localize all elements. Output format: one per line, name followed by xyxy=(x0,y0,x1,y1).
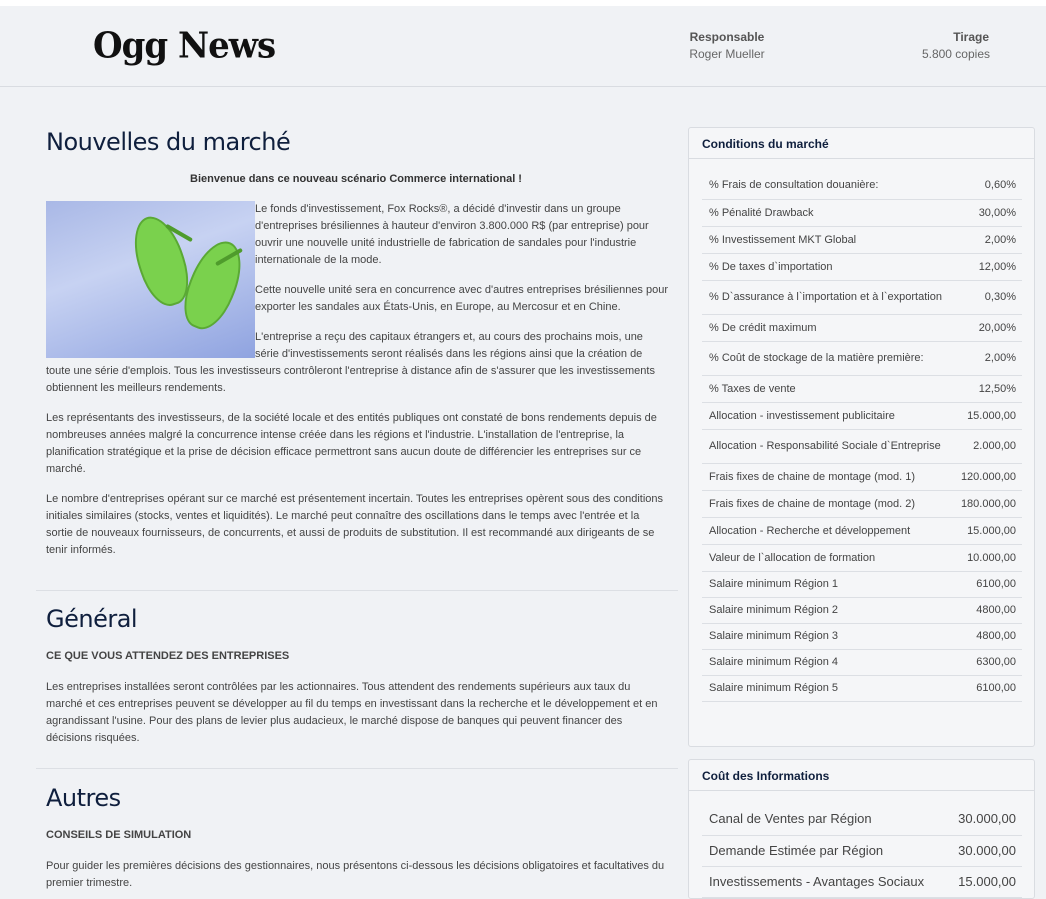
info-cost-panel xyxy=(688,759,1035,899)
row-value: 0,60% xyxy=(942,172,1022,199)
table-row xyxy=(702,463,1022,490)
row-label: Valeur de l`allocation de formation xyxy=(702,544,942,571)
row-label: % De taxes d`importation xyxy=(702,253,942,280)
tirage-value: 5.800 copies xyxy=(921,47,990,61)
row-label: Salaire minimum Région 4 xyxy=(702,649,942,675)
row-label: % De crédit maximum xyxy=(702,314,942,341)
row-value: 4800,00 xyxy=(942,623,1022,649)
row-value: 2,00% xyxy=(942,341,1022,375)
responsable-value: Roger Mueller xyxy=(689,47,765,61)
table-row xyxy=(702,375,1022,402)
table-row xyxy=(702,804,1022,835)
table-row xyxy=(702,623,1022,649)
table-row xyxy=(702,571,1022,597)
row-label: Canal de Ventes par Région xyxy=(702,804,942,835)
news-paragraph-5: Le nombre d'entreprises opérant sur ce marché est présentement incertain. Toutes les entreprises opèrent sous des conditions initiales similaires (stocks, ventes et liquidités). Le marché peut connaître des oscillations dans le temps avec l'entrée et la sortie de nouveaux fournisseurs, de concurrents, et aussi de produits de substitution. Il est recommandé aux dirigeants de se tenir informés. xyxy=(46,493,664,556)
news-paragraph-2: Cette nouvelle unité sera en concurrence avec d'autres entreprises brésiliennes pour exporter les sandales aux États-Unis, en Europe, au Mercosur et en Chine. xyxy=(255,284,669,313)
table-row xyxy=(702,649,1022,675)
section-title-others: Autres xyxy=(46,784,121,812)
row-value: 12,50% xyxy=(942,375,1022,402)
table-row xyxy=(702,253,1022,280)
row-label: Demande Estimée par Région xyxy=(702,835,942,866)
tirage-block xyxy=(914,30,990,61)
table-row xyxy=(702,429,1022,463)
info-cost-table xyxy=(702,804,1022,898)
row-value: 30.000,00 xyxy=(942,835,1022,866)
others-paragraph: Pour guider les premières décisions des gestionnaires, nous présentons ci-dessous les décisions obligatoires et facultatives du premier trimestre. xyxy=(46,860,665,889)
row-label: % Coût de stockage de la matière première: xyxy=(702,341,942,375)
row-label: Frais fixes de chaine de montage (mod. 2) xyxy=(702,490,942,517)
table-row xyxy=(702,517,1022,544)
row-label: Investissements - Avantages Sociaux xyxy=(702,866,942,897)
general-subheading: CE QUE VOUS ATTENDEZ DES ENTREPRISES xyxy=(46,650,290,662)
row-label: % Investissement MKT Global xyxy=(702,226,942,253)
row-label: Allocation - Responsabilité Sociale d`Entreprise xyxy=(702,429,942,463)
row-value: 0,30% xyxy=(942,280,1022,314)
row-value: 2,00% xyxy=(942,226,1022,253)
row-value: 15.000,00 xyxy=(942,866,1022,897)
row-label: % Frais de consultation douanière: xyxy=(702,172,942,199)
market-conditions-table xyxy=(702,172,1022,702)
market-conditions-panel xyxy=(688,127,1035,747)
table-row xyxy=(702,866,1022,897)
market-conditions-title: Conditions du marché xyxy=(689,128,1034,159)
newspaper-logo: Ogg News xyxy=(93,25,276,67)
row-label: % Taxes de vente xyxy=(702,375,942,402)
row-label: Salaire minimum Région 5 xyxy=(702,675,942,701)
section-title-market-news: Nouvelles du marché xyxy=(46,128,291,156)
table-row xyxy=(702,341,1022,375)
others-subheading: CONSEILS DE SIMULATION xyxy=(46,829,192,841)
row-value: 2.000,00 xyxy=(942,429,1022,463)
news-paragraph-3: L'entreprise a reçu des capitaux étrangers et, au cours des prochains mois, une série d'investissements seront réalisés dans les régions ainsi que la création de toute une série d'emplois. Tous les investisseurs contrôleront l'entreprise à distance afin de s'assurer que les investissements obtiennent les meilleurs rendements. xyxy=(46,331,655,394)
row-value: 12,00% xyxy=(942,253,1022,280)
row-value: 30.000,00 xyxy=(942,804,1022,835)
row-label: % Pénalité Drawback xyxy=(702,199,942,226)
news-paragraph-1: Le fonds d'investissement, Fox Rocks®, a décidé d'investir dans un groupe d'entreprises brésiliennes à hauteur d'environ 3.800.000 R$ (par entreprise) pour ouvrir une nouvelle unité industrielle de fabrication de sandales pour l'industrie internationale de la mode. xyxy=(255,203,649,266)
row-label: Allocation - Recherche et développement xyxy=(702,517,942,544)
row-value: 6100,00 xyxy=(942,571,1022,597)
row-label: Salaire minimum Région 2 xyxy=(702,597,942,623)
row-value: 4800,00 xyxy=(942,597,1022,623)
table-row xyxy=(702,172,1022,199)
news-body xyxy=(46,201,668,559)
section-title-general: Général xyxy=(46,605,138,633)
page-header xyxy=(0,6,1046,87)
responsable-label: Responsable xyxy=(689,30,765,44)
info-cost-title: Coût des Informations xyxy=(689,760,1034,791)
row-label: Frais fixes de chaine de montage (mod. 1) xyxy=(702,463,942,490)
row-value: 6300,00 xyxy=(942,649,1022,675)
table-row xyxy=(702,597,1022,623)
row-value: 6100,00 xyxy=(942,675,1022,701)
table-row xyxy=(702,675,1022,701)
sandals-image xyxy=(46,201,255,358)
news-paragraph-4: Les représentants des investisseurs, de la société locale et des entités publiques ont constaté de bons rendements depuis de nombreuses années malgré la concurrence intense créée dans les régions et l'industrie. L'installation de l'entreprise, la planification stratégique et la prise de décision efficace permettront sans aucun doute de différencier les entreprises sur ce marché. xyxy=(46,412,657,475)
row-value: 30,00% xyxy=(942,199,1022,226)
table-row xyxy=(702,402,1022,429)
row-label: Salaire minimum Région 1 xyxy=(702,571,942,597)
row-value: 15.000,00 xyxy=(942,517,1022,544)
table-row xyxy=(702,226,1022,253)
row-label: % D`assurance à l`importation et à l`exportation xyxy=(702,280,942,314)
table-row xyxy=(702,835,1022,866)
general-paragraph: Les entreprises installées seront contrôlées par les actionnaires. Tous attendent des rendements supérieurs aux taux du marché et ces entreprises peuvent se développer au fil du temps en investissant dans la recherche et le développement et en agrandissant l'usine. Pour des plans de levier plus audacieux, le marché dispose de banques qui peuvent financer des décisions risquées. xyxy=(46,681,658,744)
row-value: 120.000,00 xyxy=(942,463,1022,490)
section-divider xyxy=(36,768,678,769)
tirage-label: Tirage xyxy=(953,30,989,44)
section-divider xyxy=(36,590,678,591)
row-label: Salaire minimum Région 3 xyxy=(702,623,942,649)
row-value: 20,00% xyxy=(942,314,1022,341)
responsable-block xyxy=(668,30,786,61)
table-row xyxy=(702,490,1022,517)
row-value: 10.000,00 xyxy=(942,544,1022,571)
table-row xyxy=(702,544,1022,571)
row-value: 180.000,00 xyxy=(942,490,1022,517)
welcome-text: Bienvenue dans ce nouveau scénario Commerce international ! xyxy=(190,173,522,185)
row-label: Allocation - investissement publicitaire xyxy=(702,402,942,429)
table-row xyxy=(702,199,1022,226)
table-row xyxy=(702,314,1022,341)
table-row xyxy=(702,280,1022,314)
row-value: 15.000,00 xyxy=(942,402,1022,429)
